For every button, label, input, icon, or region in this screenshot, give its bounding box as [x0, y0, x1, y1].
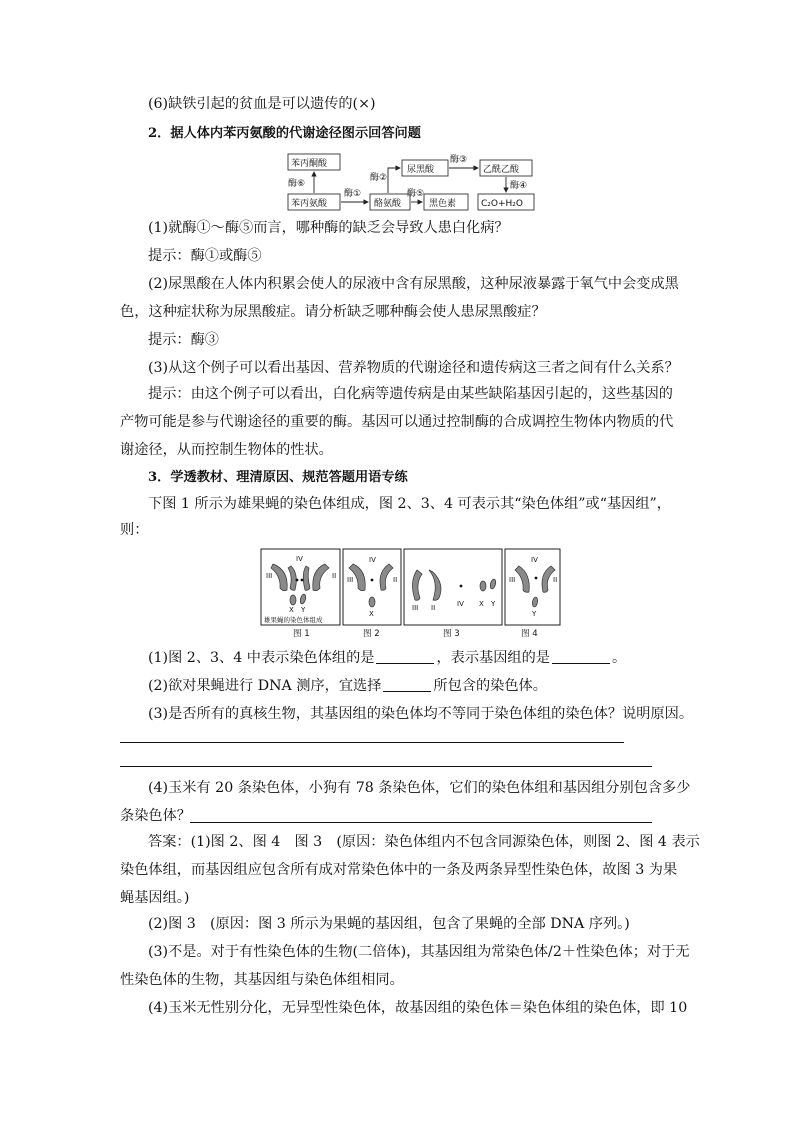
- metabolic-pathway-diagram: [282, 150, 542, 212]
- fig3-chromosome-ii: [412, 570, 422, 600]
- q3-sub-2: [148, 676, 547, 696]
- enzyme-1-label: 酶①: [344, 189, 362, 199]
- answer-blank-dna-sequencing[interactable]: [383, 677, 431, 692]
- node-acetoacetate-label: 乙酰乙酸: [483, 165, 520, 175]
- fig1-chromosome-iii-a: [288, 566, 296, 590]
- figure-1-caption-inner: 雄果蝇的染色体组成: [264, 616, 323, 624]
- fig4-label-iv: IV: [531, 556, 538, 564]
- fig1-label-x: X: [289, 606, 294, 614]
- node-phenylpyruvate-label: 苯丙酮酸: [291, 159, 328, 169]
- fig2-chromosome-x: [369, 597, 375, 607]
- node-end-products-label: C₂O+H₂O: [481, 199, 523, 209]
- node-homogentisic-acid-label: 尿黑酸: [407, 165, 435, 175]
- fig2-label-iii: III: [347, 576, 354, 584]
- arrow-tyr-hga: [388, 168, 400, 193]
- q3-title: 3．学透教材、理清原因、规范答题用语专练: [148, 470, 408, 485]
- fig4-label-y: Y: [532, 610, 537, 618]
- figure-2-label: 图 2: [363, 629, 380, 638]
- q2-title: 2．据人体内苯丙氨酸的代谢途径图示回答问题: [148, 126, 421, 141]
- fig4-label-iii: III: [509, 576, 516, 584]
- q3-sub-2-prefix: (2)欲对果蝇进行 DNA 测序，宜选择: [148, 678, 382, 694]
- fig1-label-ii: II: [332, 572, 337, 580]
- fig2-chromosome-iv: [371, 579, 374, 582]
- fig2-label-iv: IV: [369, 556, 376, 564]
- answer-3-line2: 性染色体的生物，其基因组与染色体组相同。: [120, 972, 404, 988]
- node-tyrosine-label: 酪氨酸: [374, 199, 402, 209]
- fig3-chromosome-iii: [429, 570, 441, 600]
- fig4-chromosome-ii: [515, 566, 529, 592]
- q3-sub-4-line2: [120, 806, 191, 826]
- q2-question-2-line1: (2)尿黑酸在人体内积累会使人的尿液中含有尿黑酸，这种尿液暴露于氧气中会变成黑: [148, 276, 679, 292]
- q6-text: (6)缺铁引起的贫血是可以遗传的(×): [148, 96, 376, 112]
- fig1-label-iv: IV: [296, 555, 303, 563]
- answer-blank-chromosome-set[interactable]: [376, 649, 434, 664]
- q3-sub-1-middle: ，表示基因组的是: [436, 650, 550, 666]
- fig1-chromosome-x: [290, 595, 296, 605]
- q3-sub-1-prefix: (1)图 2、3、4 中表示染色体组的是: [148, 650, 375, 666]
- fig2-chromosome-iii: [380, 564, 393, 590]
- fig2-label-ii: II: [393, 576, 398, 584]
- q3-sub-3: (3)是否所有的真核生物，其基因组的染色体均不等同于染色体组的染色体？说明原因。: [148, 706, 694, 722]
- figure-4-label: 图 4: [521, 629, 538, 638]
- q3-sub-1-end: 。: [611, 650, 627, 666]
- node-phenylalanine-label: 苯丙氨酸: [291, 199, 328, 209]
- fig1-chromosome-iii-b: [303, 566, 310, 590]
- fig4-chromosome-iv: [535, 577, 538, 580]
- enzyme-5-label: 酶⑤: [407, 189, 425, 199]
- answer-line-3b[interactable]: [120, 766, 652, 767]
- enzyme-3-label: 酶③: [450, 155, 468, 165]
- answer-blank-genome[interactable]: [552, 649, 610, 664]
- enzyme-6-label: 酶⑥: [288, 179, 306, 189]
- chromosome-figure: [259, 548, 563, 638]
- answer-1-line3: 蝇基因组。): [120, 890, 190, 906]
- enzyme-2-label: 酶②: [370, 173, 388, 183]
- q3-sub-2-end: 所包含的染色体。: [433, 678, 547, 694]
- fig1-chromosome-iv-b: [301, 579, 304, 582]
- fig3-chromosome-y: [489, 579, 496, 590]
- answer-3-line1: (3)不是。对于有性染色体的生物(二倍体)，其基因组为常染色体/2＋性染色体；对于无: [148, 944, 690, 960]
- fig3-chromosome-iv-dot: [460, 585, 463, 588]
- fig1-chromosome-iv-a: [296, 579, 299, 582]
- fig1-chromosome-ii-b: [313, 564, 329, 591]
- q2-hint-1: 提示：酶①或酶⑤: [148, 248, 262, 264]
- fig3-label-ii: II: [431, 604, 436, 612]
- q3-sub-1: [148, 648, 626, 668]
- enzyme-4-label: 酶④: [510, 181, 528, 191]
- fig2-label-x: X: [369, 610, 374, 618]
- q2-hint-2: 提示：酶③: [148, 332, 219, 348]
- q3-intro-line1: 下图 1 所示为雄果蝇的染色体组成，图 2、3、4 可表示其“染色体组”或“基因组”，: [148, 496, 671, 512]
- figure-3-label: 图 3: [443, 629, 460, 638]
- q3-intro-line2: 则：: [120, 522, 149, 538]
- answer-line-4[interactable]: [190, 822, 652, 823]
- q2-question-2-line2: 色，这种症状称为尿黑酸症。请分析缺乏哪种酶会使人患尿黑酸症？: [120, 304, 546, 320]
- q2-question-3: (3)从这个例子可以看出基因、营养物质的代谢途径和遗传病这三者之间有什么关系？: [148, 360, 679, 376]
- node-melanin-label: 黑色素: [429, 199, 457, 209]
- q3-sub-4-line2-text: 条染色体？: [120, 808, 191, 824]
- q2-hint-3-line2: 产物可能是参与代谢途径的重要的酶。基因可以通过控制酶的合成调控生物体内物质的代: [120, 414, 674, 430]
- fig1-label-iii: III: [266, 572, 273, 580]
- fig3-label-y: Y: [491, 600, 496, 608]
- figure-3-frame: [404, 549, 502, 625]
- fig3-label-iii: III: [412, 604, 419, 612]
- answer-4: (4)玉米无性别分化，无异型性染色体，故基因组的染色体＝染色体组的染色体，即 10: [148, 1000, 688, 1016]
- fig3-label-iv: IV: [457, 600, 464, 608]
- answer-1-line1: 答案：(1)图 2、图 4 图 3 (原因：染色体组内不包含同源染色体，则图 2、图 4 表示: [148, 834, 700, 850]
- q2-hint-3-line1: 提示：由这个例子可以看出，白化病等遗传病是由某些缺陷基因引起的，这些基因的: [148, 386, 673, 402]
- figure-1-label: 图 1: [293, 629, 310, 638]
- fig4-chromosome-y: [532, 597, 539, 608]
- q3-sub-4-line1: (4)玉米有 20 条染色体，小狗有 78 条染色体，它们的染色体组和基因组分别包含多少: [148, 780, 691, 796]
- fig1-chromosome-ii-a: [271, 564, 287, 591]
- answer-line-3a[interactable]: [120, 742, 624, 743]
- fig1-label-y: Y: [301, 606, 306, 614]
- q2-hint-3-line3: 谢途径，从而控制生物体的性状。: [120, 442, 333, 458]
- answer-2: (2)图 3 (原因：图 3 所示为果蝇的基因组，包含了果蝇的全部 DNA 序列。): [148, 916, 630, 932]
- fig1-chromosome-y: [299, 594, 306, 605]
- answer-1-line2: 染色体组，而基因组应包含所有成对常染色体中的一条及两条异型性染色体，故图 3 为果: [120, 862, 678, 878]
- q2-question-1: (1)就酶①～酶⑤而言，哪种酶的缺乏会导致人患白化病？: [148, 220, 509, 236]
- fig4-label-ii: II: [553, 576, 558, 584]
- fig3-label-x: X: [479, 600, 484, 608]
- fig3-chromosome-x: [480, 581, 486, 591]
